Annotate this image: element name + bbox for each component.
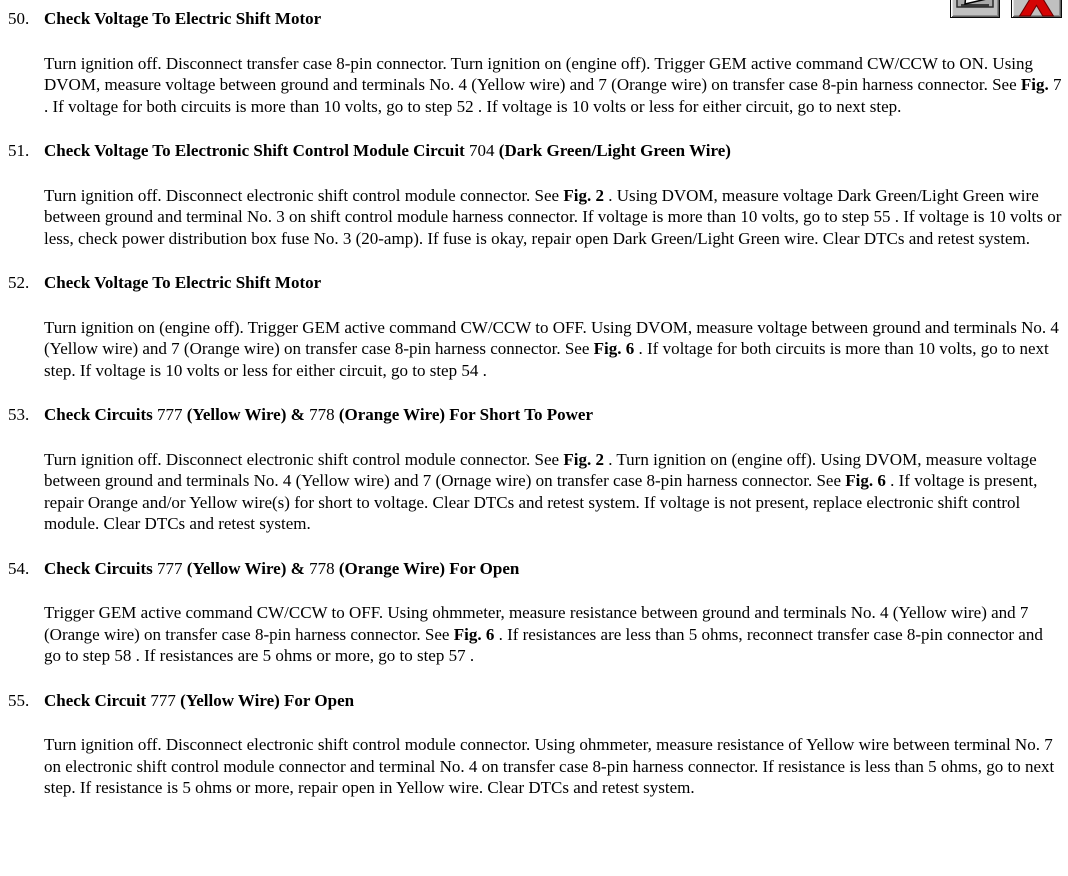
step-heading-text: Check Voltage To Electronic Shift Control Module Circuit [44, 141, 470, 160]
step-item [8, 690, 1062, 799]
step-heading-text: 777 [150, 690, 176, 710]
step-body [44, 734, 1062, 799]
step-heading-text: (Yellow Wire) For Open [175, 690, 355, 710]
step-number: 52. [8, 273, 30, 292]
step-body-text: Turn ignition off. Disconnect electronic shift control module connector. See [44, 449, 564, 469]
step-body-text: 7 . If voltage for both circuits is more than 10 volts, go to step 52 . If voltage is 10 volts or less for either circuit, go to next step. [44, 75, 1062, 116]
step-body-text: . If resistances are less than 5 ohms, reconnect transfer case 8-pin connector and go to step 58 . If resistances are 5 ohms or more, go to step 57 . [44, 624, 1043, 665]
step-heading-text: 777 [157, 405, 183, 424]
step-number: 50. [8, 9, 30, 28]
figure-reference: Fig. [1020, 75, 1049, 94]
step-content [44, 690, 1062, 799]
step-body [44, 185, 1062, 250]
step-body-text: Turn ignition off. Disconnect electronic shift control module connector. Using ohmmeter, measure resistance of Yellow wire between terminal No. 7 on electronic shift control module connector and terminal No. 4 on transfer case 8-pin harness connector. If resistance is less than 5 ohms, go to next step. If resistance is 5 ohms or more, repair open in Yellow wire. Clear DTCs and retest system. [44, 735, 1055, 797]
step-body-text: . If voltage for both circuits is more than 10 volts, go to next step. If voltage is 10 volts or less for either circuit, go to step 54 . [44, 339, 1049, 380]
step-body-text: . If voltage is present, repair Orange and/or Yellow wire(s) for short to voltage. Clear DTCs and retest system. If voltage is not present, replace electronic shift control module. Clear DTCs and retest system. [44, 471, 1038, 533]
step-item [8, 272, 1062, 381]
step-body-text: Turn ignition on (engine off). Trigger GEM active command CW/CCW to OFF. Using DVOM, measure voltage between ground and terminals No. 4 (Yellow wire) and 7 (Orange wire) on transfer case 8-pin harness connector. See [44, 317, 1059, 358]
step-heading-text: Check Circuits [44, 405, 158, 424]
step-heading-text: (Orange Wire) For Open [334, 558, 520, 578]
step-number: 54. [8, 558, 30, 578]
step-body-text: Trigger GEM active command CW/CCW to OFF. Using ohmmeter, measure resistance between ground and terminals No. 4 (Yellow wire) and 7 (Orange wire) on transfer case 8-pin harness connector. See [44, 603, 1029, 644]
step-body [44, 317, 1062, 382]
step-heading [44, 272, 1062, 294]
step-heading-text: 704 [469, 141, 495, 160]
step-item [8, 404, 1062, 535]
step-item [8, 140, 1062, 249]
step-heading-text: 778 [309, 558, 335, 578]
step-item [8, 558, 1062, 667]
step-body-text: . Turn ignition on (engine off). Using DVOM, measure voltage between ground and terminals No. 4 (Yellow wire) and 7 (Ornage wire) on transfer case 8-pin harness connector. See [44, 449, 1037, 490]
step-number: 53. [8, 405, 30, 424]
step-body-text: Turn ignition off. Disconnect transfer case 8-pin connector. Turn ignition on (engine off). Trigger GEM active command CW/CCW to ON. Using DVOM, measure voltage between ground and terminals No. 4 (Yellow wire) and 7 (Orange wire) on transfer case 8-pin harness connector. See [44, 53, 1034, 94]
step-heading-text: (Yellow Wire) & [182, 558, 310, 578]
step-body [44, 449, 1062, 535]
step-heading-text: (Dark Green/Light Green Wire) [494, 141, 731, 160]
step-content [44, 272, 1062, 381]
step-content [44, 558, 1062, 667]
step-content [44, 8, 1062, 117]
step-number: 51. [8, 141, 30, 160]
step-heading [44, 558, 1062, 580]
step-number: 55. [8, 690, 30, 710]
figure-reference: Fig. 2 [563, 449, 604, 469]
step-item [8, 8, 1062, 117]
figure-reference: Fig. 6 [593, 339, 635, 358]
step-heading-text: 777 [157, 558, 183, 578]
step-content [44, 404, 1062, 535]
step-heading-text: Check Voltage To Electric Shift Motor [44, 273, 322, 292]
step-body-text: . Using DVOM, measure voltage Dark Green/Light Green wire between ground and terminal No. 3 on shift control module harness connector. If voltage is more than 10 volts, go to step 55 . If voltage is 10 volts or less, check power distribution box fuse No. 3 (20-amp). If fuse is okay, repair open Dark Green/Light Green wire. Clear DTCs and retest system. [44, 185, 1062, 248]
figure-reference: Fig. 6 [453, 624, 495, 644]
step-body [44, 53, 1062, 118]
step-heading [44, 404, 1062, 426]
step-list [8, 8, 1062, 799]
step-heading-text: 778 [309, 405, 335, 424]
step-heading-text: Check Circuit [44, 690, 151, 710]
step-heading-text: (Yellow Wire) & [182, 405, 310, 424]
step-body [44, 602, 1062, 667]
step-heading-text: (Orange Wire) For Short To Power [334, 405, 594, 424]
step-heading [44, 8, 1062, 30]
step-heading-text: Check Circuits [44, 558, 158, 578]
step-heading [44, 690, 1062, 712]
figure-reference: Fig. 6 [845, 471, 886, 490]
step-body-text: Turn ignition off. Disconnect electronic shift control module connector. See [44, 185, 564, 205]
step-heading-text: Check Voltage To Electric Shift Motor [44, 9, 322, 28]
figure-reference: Fig. 2 [563, 185, 604, 205]
step-heading [44, 140, 1062, 162]
step-content [44, 140, 1062, 249]
